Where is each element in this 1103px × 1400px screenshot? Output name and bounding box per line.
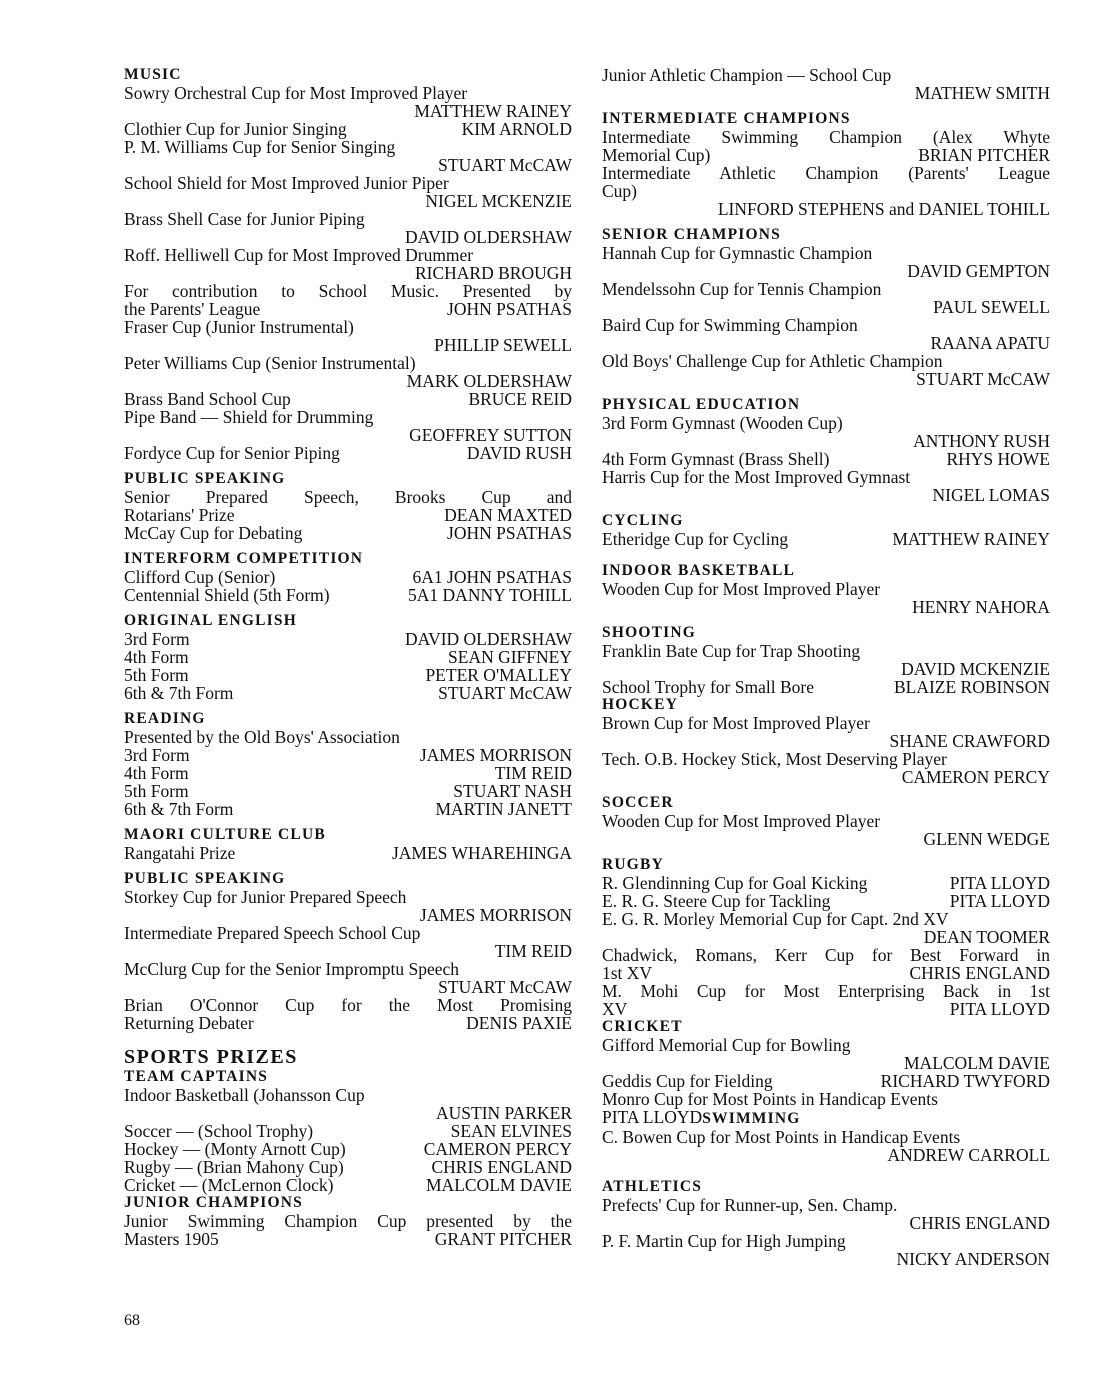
award-winner: CHRIS ENGLAND — [909, 1213, 1050, 1233]
award-winner: MATTHEW RAINEY — [892, 529, 1050, 549]
right-column — [602, 66, 1050, 1268]
award-winner: DEAN TOOMER — [923, 927, 1050, 947]
form-label: 6th & 7th Form — [124, 683, 234, 703]
award-winner: ANTHONY RUSH — [913, 431, 1050, 451]
award-title: Baird Cup for Swimming Champion — [602, 315, 858, 335]
award-title: Clifford Cup (Senior) — [124, 567, 276, 587]
form-label: 6th & 7th Form — [124, 799, 234, 819]
award-winner: JOHN PSATHAS — [447, 523, 572, 543]
award-winner: PITA LLOYD — [949, 999, 1050, 1019]
award-winner: STUART McCAW — [438, 683, 572, 703]
award-title: Brass Band School Cup — [124, 389, 291, 409]
award-winner: RICHARD TWYFORD — [880, 1071, 1050, 1091]
section-heading: INTERFORM COMPETITION — [124, 550, 364, 567]
section-heading: ATHLETICS — [602, 1178, 703, 1195]
section-heading: HOCKEY — [602, 696, 679, 713]
award-title: Harris Cup for the Most Improved Gymnast — [602, 467, 911, 487]
form-label: 3rd Form — [124, 629, 190, 649]
award-title: Wooden Cup for Most Improved Player — [602, 579, 881, 599]
form-label: 4th Form — [124, 647, 189, 667]
award-winner: CAMERON PERCY — [901, 767, 1050, 787]
award-title: Rugby — (Brian Mahony Cup) — [124, 1157, 344, 1177]
award-title: 1st XV — [602, 963, 653, 983]
award-title: Peter Williams Cup (Senior Instrumental) — [124, 353, 416, 373]
award-title: Masters 1905 — [124, 1229, 219, 1249]
award-winner: NIGEL LOMAS — [932, 485, 1050, 505]
award-winner: DAVID RUSH — [466, 443, 572, 463]
section-heading: INDOOR BASKETBALL — [602, 562, 796, 579]
award-title: Mendelssohn Cup for Tennis Champion — [602, 279, 882, 299]
section-heading: CRICKET — [602, 1018, 683, 1035]
award-title: Cup) — [602, 181, 637, 201]
award-winner: JAMES MORRISON — [419, 905, 572, 925]
award-title: McCay Cup for Debating — [124, 523, 303, 543]
award-winner: TIM REID — [494, 763, 572, 783]
award-title: Memorial Cup) — [602, 145, 711, 165]
section-heading: TEAM CAPTAINS — [124, 1068, 269, 1085]
section-heading: CYCLING — [602, 512, 684, 529]
award-title: Wooden Cup for Most Improved Player — [602, 811, 881, 831]
award-winner: STUART McCAW — [438, 155, 572, 175]
left-column — [124, 66, 572, 1248]
award-winner: PAUL SEWELL — [933, 297, 1050, 317]
award-title: Presented by the Old Boys' Association — [124, 727, 400, 747]
award-winner: PITA LLOYD — [602, 1107, 703, 1127]
form-label: 3rd Form — [124, 745, 190, 765]
section-heading: PHYSICAL EDUCATION — [602, 396, 801, 413]
award-winner: DAVID MCKENZIE — [901, 659, 1050, 679]
section-heading: INTERMEDIATE CHAMPIONS — [602, 110, 851, 127]
form-label: 5th Form — [124, 665, 189, 685]
award-title: Clothier Cup for Junior Singing — [124, 119, 347, 139]
award-title: Brian O'Connor Cup for the Most Promising — [124, 995, 572, 1015]
award-winner: 5A1 DANNY TOHILL — [408, 585, 572, 605]
award-winner: DAVID OLDERSHAW — [405, 629, 572, 649]
award-winner: GRANT PITCHER — [434, 1229, 572, 1249]
section-heading: SOCCER — [602, 794, 674, 811]
award-title: For contribution to School Music. Presented by — [124, 281, 572, 301]
award-winner: NIGEL MCKENZIE — [425, 191, 572, 211]
sports-prizes-title: SPORTS PRIZES — [124, 1046, 298, 1068]
award-title: McClurg Cup for the Senior Impromptu Speech — [124, 959, 460, 979]
award-winner: 6A1 JOHN PSATHAS — [412, 567, 572, 587]
award-winner: NICKY ANDERSON — [896, 1249, 1050, 1269]
award-title: R. Glendinning Cup for Goal Kicking — [602, 873, 868, 893]
form-label: 5th Form — [124, 781, 189, 801]
award-title: Intermediate Athletic Champion (Parents' League — [602, 163, 1050, 183]
award-title: Gifford Memorial Cup for Bowling — [602, 1035, 851, 1055]
section-heading: MAORI CULTURE CLUB — [124, 826, 326, 843]
award-winner: JAMES WHAREHINGA — [391, 843, 572, 863]
award-title: Old Boys' Challenge Cup for Athletic Champion — [602, 351, 943, 371]
award-title: Hannah Cup for Gymnastic Champion — [602, 243, 873, 263]
award-title: Chadwick, Romans, Kerr Cup for Best Forward in — [602, 945, 1050, 965]
award-winner: CHRIS ENGLAND — [909, 963, 1050, 983]
award-title: P. F. Martin Cup for High Jumping — [602, 1231, 846, 1251]
award-winner: LINFORD STEPHENS and DANIEL TOHILL — [717, 199, 1050, 219]
award-title: Rotarians' Prize — [124, 505, 235, 525]
award-winner: SEAN ELVINES — [450, 1121, 572, 1141]
award-winner: JOHN PSATHAS — [447, 299, 572, 319]
award-winner: CHRIS ENGLAND — [431, 1157, 572, 1177]
award-title: E. R. G. Steere Cup for Tackling — [602, 891, 831, 911]
award-winner: RHYS HOWE — [946, 449, 1050, 469]
award-title: Storkey Cup for Junior Prepared Speech — [124, 887, 407, 907]
award-title: Roff. Helliwell Cup for Most Improved Drummer — [124, 245, 474, 265]
award-winner: CAMERON PERCY — [423, 1139, 572, 1159]
award-winner: PITA LLOYD — [949, 891, 1050, 911]
award-title: Prefects' Cup for Runner-up, Sen. Champ. — [602, 1195, 898, 1215]
section-heading: READING — [124, 710, 206, 727]
section-heading: SENIOR CHAMPIONS — [602, 226, 781, 243]
award-title: P. M. Williams Cup for Senior Singing — [124, 137, 396, 157]
award-title: C. Bowen Cup for Most Points in Handicap Events — [602, 1127, 961, 1147]
section-heading: SHOOTING — [602, 624, 697, 641]
form-label: 4th Form — [124, 763, 189, 783]
page-number: 68 — [124, 1312, 140, 1329]
award-title: Junior Swimming Champion Cup presented by the — [124, 1211, 572, 1231]
award-winner: JAMES MORRISON — [419, 745, 572, 765]
award-title: Intermediate Swimming Champion (Alex Whyte — [602, 127, 1050, 147]
award-title: 3rd Form Gymnast (Wooden Cup) — [602, 413, 843, 433]
award-title: Tech. O.B. Hockey Stick, Most Deserving Player — [602, 749, 947, 769]
award-title: Junior Athletic Champion — School Cup — [602, 65, 892, 85]
award-winner: MALCOLM DAVIE — [904, 1053, 1050, 1073]
award-title: M. Mohi Cup for Most Enterprising Back in 1st — [602, 981, 1050, 1001]
award-winner: BRUCE REID — [468, 389, 572, 409]
award-title: the Parents' League — [124, 299, 261, 319]
award-winner: DENIS PAXIE — [466, 1013, 572, 1033]
music-heading: MUSIC — [124, 66, 182, 83]
award-winner: TIM REID — [494, 941, 572, 961]
award-winner: BRIAN PITCHER — [918, 145, 1050, 165]
award-winner: MATHEW SMITH — [914, 83, 1050, 103]
award-title: Pipe Band — Shield for Drumming — [124, 407, 374, 427]
award-title: Soccer — (School Trophy) — [124, 1121, 314, 1141]
award-winner: BLAIZE ROBINSON — [893, 677, 1050, 697]
award-winner: KIM ARNOLD — [461, 119, 572, 139]
award-winner: MARK OLDERSHAW — [406, 371, 572, 391]
award-winner: ANDREW CARROLL — [887, 1145, 1050, 1165]
section-heading: PUBLIC SPEAKING — [124, 470, 286, 487]
award-title: Hockey — (Monty Arnott Cup) — [124, 1139, 346, 1159]
award-title: Senior Prepared Speech, Brooks Cup and — [124, 487, 572, 507]
award-title: Returning Debater — [124, 1013, 254, 1033]
award-winner: PETER O'MALLEY — [425, 665, 572, 685]
award-title: School Shield for Most Improved Junior Piper — [124, 173, 449, 193]
award-winner: STUART McCAW — [916, 369, 1050, 389]
award-title: E. G. R. Morley Memorial Cup for Capt. 2nd XV — [602, 909, 949, 929]
award-title: Cricket — (McLernon Clock) — [124, 1175, 334, 1195]
section-heading: JUNIOR CHAMPIONS — [124, 1194, 303, 1211]
award-winner: MATTHEW RAINEY — [414, 101, 572, 121]
section-heading: SWIMMING — [702, 1110, 801, 1127]
award-winner: RICHARD BROUGH — [414, 263, 572, 283]
award-winner: HENRY NAHORA — [912, 597, 1050, 617]
award-winner: DAVID GEMPTON — [907, 261, 1050, 281]
award-winner: PITA LLOYD — [949, 873, 1050, 893]
award-winner: PHILLIP SEWELL — [434, 335, 572, 355]
award-title: Centennial Shield (5th Form) — [124, 585, 330, 605]
award-title: Sowry Orchestral Cup for Most Improved Player — [124, 83, 468, 103]
award-winner: DAVID OLDERSHAW — [405, 227, 572, 247]
award-winner: MALCOLM DAVIE — [426, 1175, 572, 1195]
award-title: Brass Shell Case for Junior Piping — [124, 209, 365, 229]
award-winner: GLENN WEDGE — [923, 829, 1050, 849]
award-title: Brown Cup for Most Improved Player — [602, 713, 870, 733]
section-heading: ORIGINAL ENGLISH — [124, 612, 297, 629]
section-heading: PUBLIC SPEAKING — [124, 870, 286, 887]
award-winner: SEAN GIFFNEY — [448, 647, 572, 667]
award-winner: RAANA APATU — [930, 333, 1050, 353]
award-title: Geddis Cup for Fielding — [602, 1071, 773, 1091]
award-title: School Trophy for Small Bore — [602, 677, 814, 697]
award-title: Franklin Bate Cup for Trap Shooting — [602, 641, 861, 661]
award-title: Intermediate Prepared Speech School Cup — [124, 923, 421, 943]
award-winner: MARTIN JANETT — [435, 799, 572, 819]
award-title: 4th Form Gymnast (Brass Shell) — [602, 449, 830, 469]
award-title: XV — [602, 999, 628, 1019]
award-winner: GEOFFREY SUTTON — [409, 425, 572, 445]
award-winner: STUART McCAW — [438, 977, 572, 997]
award-title: Indoor Basketball (Johansson Cup — [124, 1085, 365, 1105]
award-winner: STUART NASH — [453, 781, 572, 801]
award-title: Fordyce Cup for Senior Piping — [124, 443, 340, 463]
award-title: Monro Cup for Most Points in Handicap Events — [602, 1089, 938, 1109]
award-title: Fraser Cup (Junior Instrumental) — [124, 317, 354, 337]
award-title: Rangatahi Prize — [124, 843, 236, 863]
award-winner: DEAN MAXTED — [444, 505, 572, 525]
award-winner: AUSTIN PARKER — [436, 1103, 572, 1123]
award-title: Etheridge Cup for Cycling — [602, 529, 789, 549]
award-winner: SHANE CRAWFORD — [889, 731, 1050, 751]
section-heading: RUGBY — [602, 856, 664, 873]
